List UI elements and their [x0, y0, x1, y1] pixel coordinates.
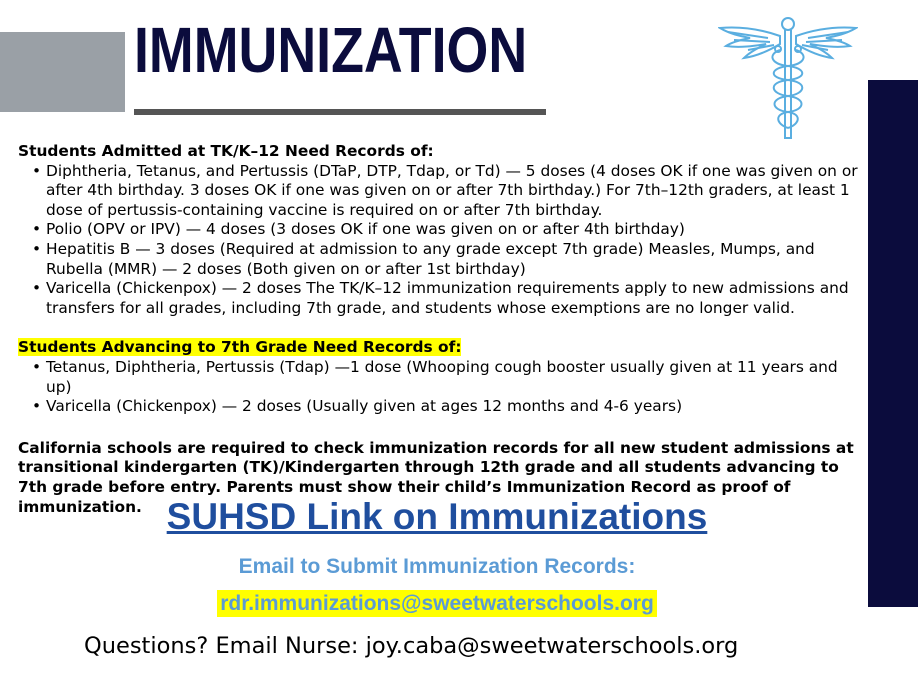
section2-list	[18, 358, 868, 417]
california-requirements-text: California schools are required to check immunization records for all new student admissions at transitional kindergarten (TK)/Kindergarten through 12th grade and all students advancing to 7th grade before entry. Parents must show their child’s Immunization Record as proof of immunization.	[18, 438, 854, 516]
nurse-questions-text: Questions? Email Nurse: joy.caba@sweetwaterschools.org	[84, 633, 739, 659]
suhsd-immunizations-link[interactable]: SUHSD Link on Immunizations	[166, 496, 708, 537]
submission-email-link[interactable]: rdr.immunizations@sweetwaterschools.org	[217, 590, 657, 617]
list-item: • Hepatitis B — 3 doses (Required at admission to any grade except 7th grade) Measles, Mumps, and Rubella (MMR) — 2 doses (Both given on or after 1st birthday)	[46, 240, 868, 279]
email-label: Email to Submit Immunization Records:	[238, 555, 636, 578]
page-title: IMMUNIZATION	[134, 14, 528, 86]
navy-accent-bar	[868, 80, 918, 607]
caduceus-icon	[718, 14, 858, 142]
section2-heading: Students Advancing to 7th Grade Need Records of:	[18, 338, 462, 357]
title-underline	[134, 109, 546, 115]
section1-heading: Students Admitted at TK/K–12 Need Records of:	[18, 142, 434, 160]
list-item: • Tetanus, Diphtheria, Pertussis (Tdap) —1 dose (Whooping cough booster usually given at 11 years and up)	[46, 358, 868, 397]
list-item: • Varicella (Chickenpox) — 2 doses (Usually given at ages 12 months and 4-6 years)	[46, 397, 868, 417]
list-item: • Polio (OPV or IPV) — 4 doses (3 doses OK if one was given on or after 4th birthday)	[46, 220, 868, 240]
list-item: • Diphtheria, Tetanus, and Pertussis (DTaP, DTP, Tdap, or Td) — 5 doses (4 doses OK if one was given on or after 4th birthday. 3 doses OK if one was given on or after 7th birthday.) For 7th–12th graders, at least 1 dose of pertussis-containing vaccine is required on or after 7th birthday.	[46, 162, 868, 221]
section1-list	[18, 162, 868, 319]
gray-accent-bar	[0, 32, 125, 112]
content-body	[18, 142, 868, 517]
email-address-wrap	[0, 592, 874, 616]
list-item: • Varicella (Chickenpox) — 2 doses The TK/K–12 immunization requirements apply to new admissions and transfers for all grades, including 7th grade, and students whose exemptions are no longer valid.	[46, 279, 868, 318]
